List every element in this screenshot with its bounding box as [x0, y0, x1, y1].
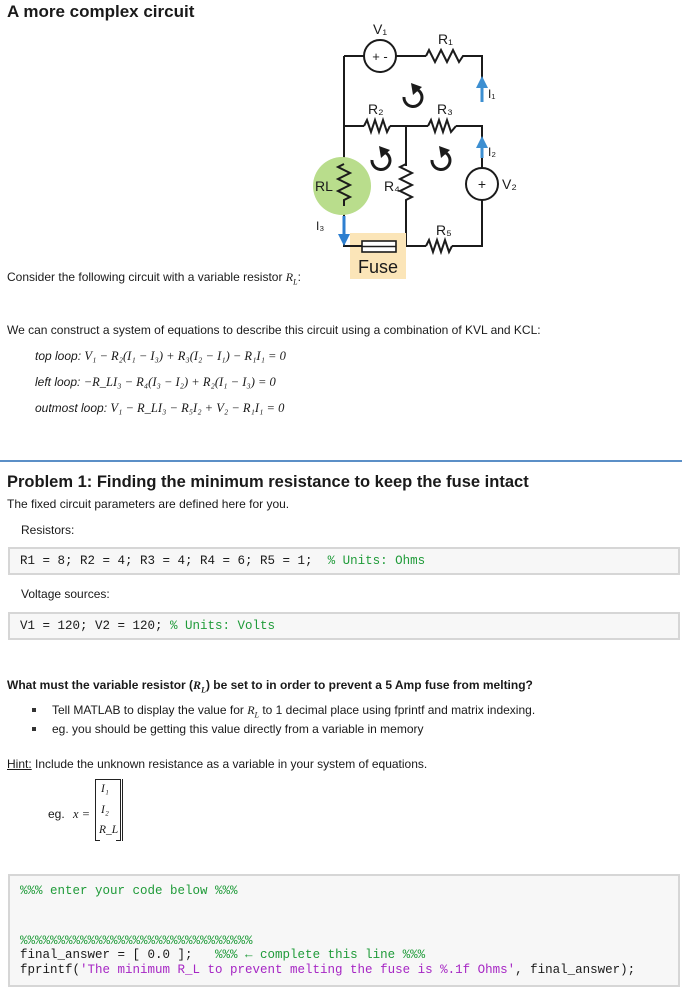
code-comment-enter: %%% enter your code below %%%: [20, 884, 238, 898]
bullet-2: eg. you should be getting this value directly from a variable in memory: [52, 722, 424, 736]
v2-polarity: +: [477, 176, 487, 192]
equation-outmost-loop: outmost loop: V₁ − R_LI₃ − R₅I₂ + V₂ − R₁I₁ = 0: [35, 401, 285, 415]
vector-entry-i2: I₂: [101, 804, 109, 816]
label-i2: I₂: [488, 145, 496, 159]
equation-left-loop: left loop: −R_LI₃ − R₄(I₃ − I₂) + R₂(I₁ − I₃) = 0: [35, 375, 276, 389]
label-r3: R₃: [437, 101, 453, 117]
label-r4: R₄: [384, 178, 400, 194]
system-intro: We can construct a system of equations to describe this circuit using a combination of KVL and KCL:: [7, 323, 541, 337]
current-arrow-i3: [338, 216, 350, 246]
fuse-label: Fuse: [357, 257, 399, 277]
label-r1: R₁: [438, 31, 453, 47]
label-v1: V₁: [373, 21, 388, 37]
equation-top-loop: top loop: V₁ − R₂(I₁ − I₃) + R₃(I₂ − I₁) − R₁I₁ = 0: [35, 349, 286, 363]
code-comment-divider: %%%%%%%%%%%%%%%%%%%%%%%%%%%%%%%: [20, 934, 253, 948]
label-v2: V₂: [502, 176, 517, 192]
label-i3: I₃: [316, 219, 325, 233]
hint-text: Hint: Include the unknown resistance as a variable in your system of equations.: [7, 757, 428, 771]
vector-entry-rl: R_L: [99, 824, 119, 836]
label-rl: RL: [315, 178, 333, 194]
resistors-code-cell[interactable]: R1 = 8; R2 = 4; R3 = 4; R4 = 6; R5 = 1; % Units: Ohms: [8, 547, 680, 575]
current-arrow-i2: [476, 136, 488, 158]
vector-lhs: x =: [73, 807, 91, 821]
bullet-marker-2: [32, 727, 36, 731]
fixed-params-text: The fixed circuit parameters are defined here for you.: [7, 497, 290, 511]
voltage-code-cell[interactable]: V1 = 120; V2 = 120; % Units: Volts: [8, 612, 680, 640]
problem-title: Problem 1: Finding the minimum resistance to keep the fuse intact: [7, 473, 529, 491]
code-line-final-answer[interactable]: final_answer = [ 0.0 ]; %%% ← complete this line %%%: [20, 948, 426, 962]
page-title: A more complex circuit: [7, 2, 195, 21]
code-line-fprintf[interactable]: fprintf('The minimum R_L to prevent melting the fuse is %.1f Ohms', final_answer);: [20, 963, 636, 977]
resistors-label: Resistors:: [21, 523, 75, 537]
current-arrow-i1: [476, 76, 488, 102]
voltage-label: Voltage sources:: [21, 587, 110, 601]
answer-code-cell[interactable]: [8, 874, 680, 987]
bullet-marker-1: [32, 708, 36, 712]
intro-text: Consider the following circuit with a variable resistor $R_L$:: [7, 270, 301, 287]
section-divider: [0, 460, 682, 462]
question-text: What must the variable resistor $(R_L)$ be set to in order to prevent a 5 Amp fuse from melting?: [7, 678, 533, 695]
circuit-diagram: [300, 18, 530, 288]
vector-entry-i1: I₁: [101, 783, 109, 795]
label-r2: R₂: [368, 101, 384, 117]
example-label: eg.: [48, 807, 65, 821]
label-r5: R₅: [436, 222, 452, 238]
bullet-1: Tell MATLAB to display the value for $R_L$ to 1 decimal place using fprintf and matrix indexing.: [52, 703, 536, 720]
v1-polarity: + -: [372, 49, 388, 64]
label-i1: I₁: [488, 87, 496, 101]
